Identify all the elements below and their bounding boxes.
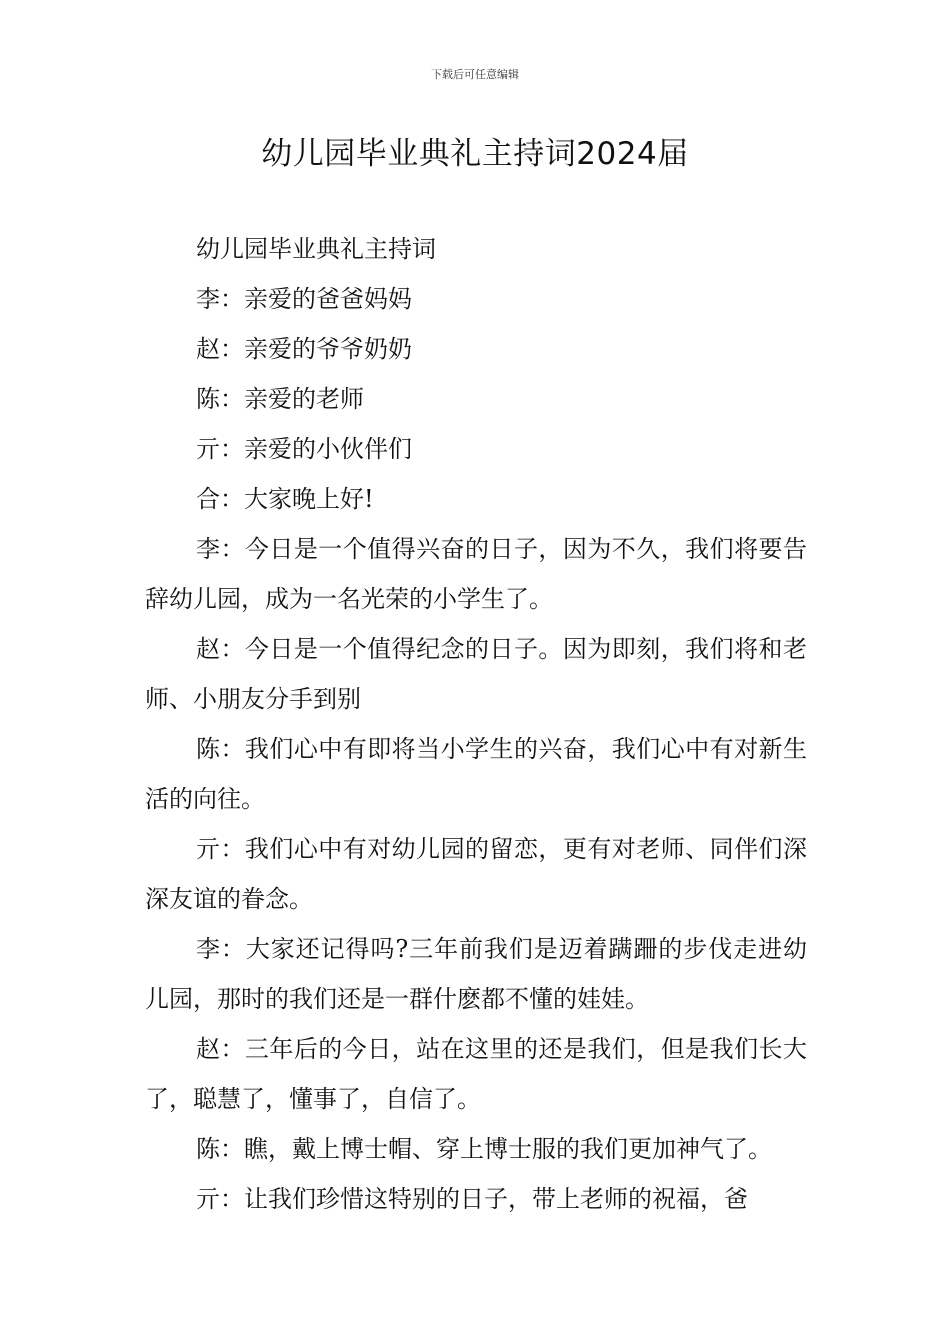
paragraph: 亓：我们心中有对幼儿园的留恋，更有对老师、同伴们深深友谊的眷念。 [145, 835, 807, 913]
paragraph: 陈：亲爱的老师 [196, 385, 364, 413]
paragraph: 合：大家晚上好! [196, 485, 374, 513]
paragraph: 赵：亲爱的爷爷奶奶 [196, 335, 412, 363]
header-note: 下载后可任意编辑 [431, 68, 519, 81]
paragraph: 赵：今日是一个值得纪念的日子。因为即刻，我们将和老师、小朋友分手到别 [145, 635, 807, 713]
paragraph: 李：今日是一个值得兴奋的日子，因为不久，我们将要告辞幼儿园，成为一名光荣的小学生了。 [145, 535, 807, 613]
document-title: 幼儿园毕业典礼主持词2024届 [261, 136, 689, 172]
paragraph: 李：亲爱的爸爸妈妈 [196, 285, 412, 313]
paragraph: 陈：我们心中有即将当小学生的兴奋，我们心中有对新生活的向往。 [145, 735, 807, 813]
paragraph: 赵：三年后的今日，站在这里的还是我们，但是我们长大了，聪慧了，懂事了，自信了。 [145, 1035, 807, 1113]
paragraph: 李：大家还记得吗?三年前我们是迈着蹒跚的步伐走进幼儿园，那时的我们还是一群什麽都不懂的娃娃。 [145, 935, 807, 1013]
paragraph: 亓：让我们珍惜这特别的日子，带上老师的祝福，爸 [196, 1185, 748, 1213]
paragraph: 亓：亲爱的小伙伴们 [196, 435, 412, 463]
paragraph: 陈：瞧，戴上博士帽、穿上博士服的我们更加神气了。 [196, 1135, 772, 1163]
paragraph: 幼儿园毕业典礼主持词 [196, 235, 436, 263]
document-body [145, 224, 807, 1224]
